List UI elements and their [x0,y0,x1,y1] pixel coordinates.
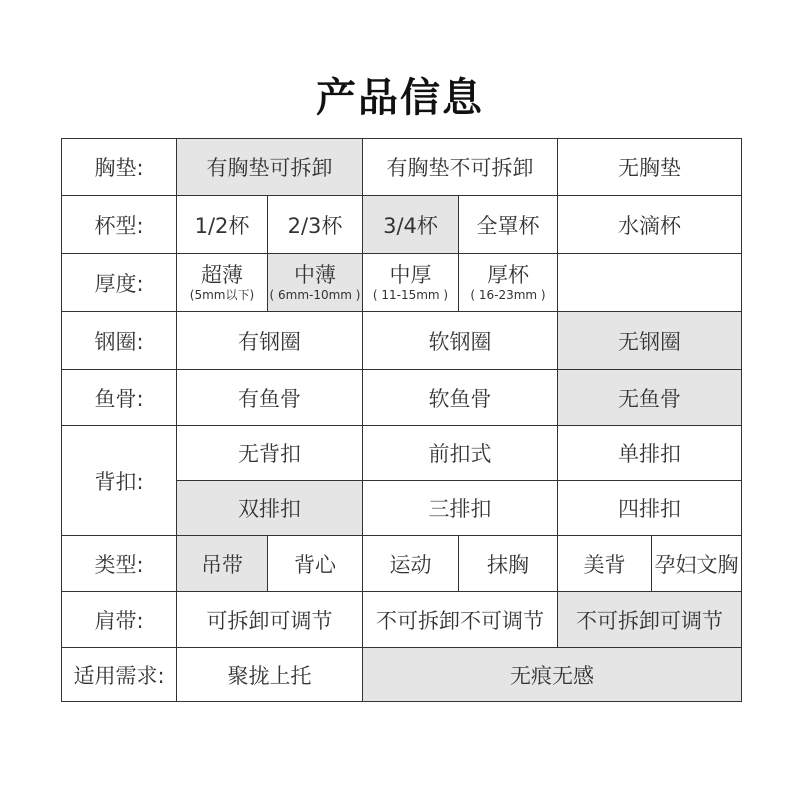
option-no-boning[interactable]: 无鱼骨 [557,369,742,426]
option-cup-three-quarters[interactable]: 3/4杯 [362,195,459,254]
option-no-clasp[interactable]: 无背扣 [176,425,363,481]
option-strap-removable-adjustable[interactable]: 可拆卸可调节 [176,591,363,648]
row-label-usage: 适用需求: [61,647,177,702]
option-soft-boning[interactable]: 软鱼骨 [362,369,558,426]
thickness-range: (5mm以下) [189,288,255,302]
thickness-range: ( 11-15mm ) [372,288,449,302]
option-thickness-medium-thick[interactable] [362,253,459,312]
option-style-sport[interactable]: 运动 [362,535,459,592]
option-cup-teardrop[interactable]: 水滴杯 [557,195,742,254]
row-label-cup-type: 杯型: [61,195,177,254]
option-usage-push-up[interactable]: 聚拢上托 [176,647,363,702]
page-title: 产品信息 [316,75,484,121]
option-thickness-ultra-thin[interactable] [176,253,268,312]
option-soft-underwire[interactable]: 软钢圈 [362,311,558,370]
option-quad-row-clasp[interactable]: 四排扣 [557,480,742,536]
option-no-underwire[interactable]: 无钢圈 [557,311,742,370]
option-thickness-thick[interactable] [458,253,558,312]
empty-cell [557,253,742,312]
option-with-boning[interactable]: 有鱼骨 [176,369,363,426]
option-fixed-pad[interactable]: 有胸垫不可拆卸 [362,138,558,196]
option-style-beauty-back[interactable]: 美背 [557,535,652,592]
row-label-underwire: 钢圈: [61,311,177,370]
thickness-name: 厚杯 [487,263,529,287]
row-label-boning: 鱼骨: [61,369,177,426]
row-label-chest-pad: 胸垫: [61,138,177,196]
option-removable-pad[interactable]: 有胸垫可拆卸 [176,138,363,196]
thickness-name: 超薄 [201,263,243,287]
thickness-name: 中薄 [294,263,336,287]
option-single-row-clasp[interactable]: 单排扣 [557,425,742,481]
row-label-style: 类型: [61,535,177,592]
option-usage-seamless[interactable]: 无痕无感 [362,647,742,702]
row-label-back-clasp: 背扣: [61,425,177,536]
product-info-table [61,138,742,702]
thickness-name: 中厚 [389,263,432,287]
option-double-row-clasp[interactable]: 双排扣 [176,480,363,536]
option-with-underwire[interactable]: 有钢圈 [176,311,363,370]
thickness-range: ( 6mm-10mm ) [269,288,361,302]
row-label-strap: 肩带: [61,591,177,648]
option-thickness-medium-thin[interactable] [267,253,363,312]
option-style-vest[interactable]: 背心 [267,535,363,592]
option-style-camisole[interactable]: 吊带 [176,535,268,592]
option-no-pad[interactable]: 无胸垫 [557,138,742,196]
option-cup-half[interactable]: 1/2杯 [176,195,268,254]
option-front-clasp[interactable]: 前扣式 [362,425,558,481]
option-cup-two-thirds[interactable]: 2/3杯 [267,195,363,254]
option-cup-full[interactable]: 全罩杯 [458,195,558,254]
row-label-thickness: 厚度: [61,253,177,312]
option-strap-fixed-nonadjustable[interactable]: 不可拆卸不可调节 [362,591,558,648]
thickness-range: ( 16-23mm ) [470,288,546,302]
option-triple-row-clasp[interactable]: 三排扣 [362,480,558,536]
option-strap-fixed-adjustable[interactable]: 不可拆卸可调节 [557,591,742,648]
option-style-tube[interactable]: 抹胸 [458,535,558,592]
option-style-maternity[interactable]: 孕妇文胸 [651,535,742,592]
